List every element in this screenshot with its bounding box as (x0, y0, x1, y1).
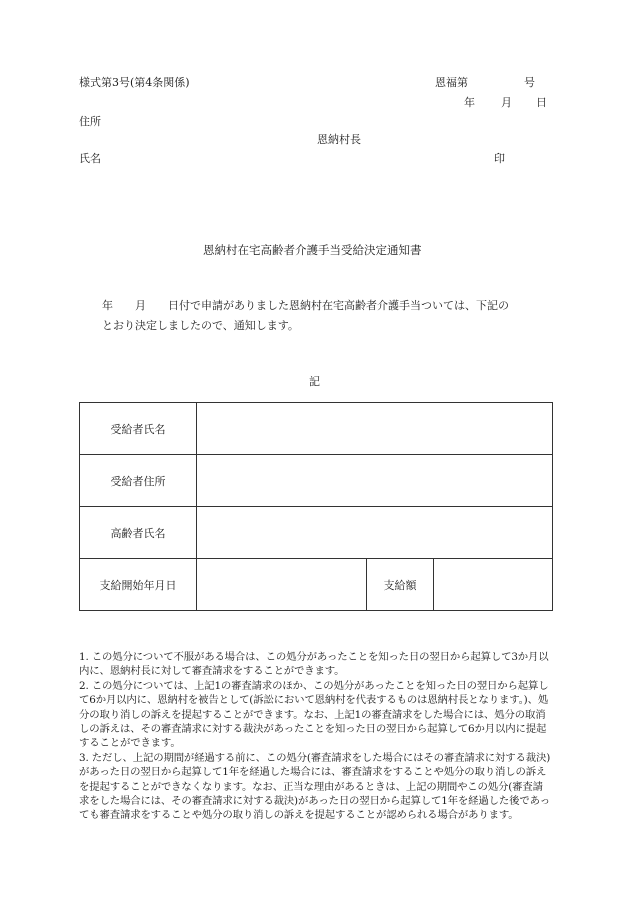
issuer-name: 恩納村長 (317, 133, 361, 146)
doc-number-prefix: 恩福第 (435, 76, 468, 89)
start-date-field (197, 559, 367, 611)
date-year: 年 (464, 96, 475, 109)
recipient-name-label: 受給者氏名 (80, 403, 197, 455)
table-row (80, 559, 553, 611)
start-date-label: 支給開始年月日 (80, 559, 197, 611)
name-label: 氏名 (79, 152, 101, 165)
table-row (80, 403, 553, 455)
table-row (80, 507, 553, 559)
address-label: 住所 (79, 115, 101, 128)
recipient-address-label: 受給者住所 (80, 455, 197, 507)
body-line-1: 年 月 日付で申請がありました恩納村在宅高齢者介護手当ついては、下記の (102, 299, 509, 312)
form-number: 様式第3号(第4条関係) (79, 76, 190, 89)
document-title: 恩納村在宅高齢者介護手当受給決定通知書 (203, 243, 422, 257)
elderly-name-label: 高齢者氏名 (80, 507, 197, 559)
elderly-name-field (197, 507, 553, 559)
amount-label: 支給額 (367, 559, 434, 611)
note-item: 2. この処分については、上記1の審査請求のほか、この処分があったことを知った日の翌日から起算して6か月以内に、恩納村を被告として(訴訟において恩納村を代表するものは恩納村長となります。)、処分の取り消しの訴えを提起することができます。なお、上記1の審査請求をした場合には、処分の取消しの訴えは、その審査請求に対する裁決があったことを知った日の翌日から起算して6か月以内に提起することができます。 (79, 679, 549, 750)
doc-number-suffix: 号 (524, 76, 535, 89)
table-row (80, 455, 553, 507)
seal-mark: 印 (494, 152, 505, 165)
recipient-address-field (197, 455, 553, 507)
appeal-notes (79, 650, 553, 823)
note-item: 1. この処分について不服がある場合は、この処分があったことを知った日の翌日から起算して3か月以内に、恩納村長に対して審査請求をすることができます。 (79, 651, 549, 678)
recipient-name-field (197, 403, 553, 455)
benefit-table (79, 402, 553, 611)
date-month: 月 (501, 96, 512, 109)
date-day: 日 (536, 96, 547, 109)
amount-field (434, 559, 553, 611)
ki-heading: 記 (309, 375, 320, 388)
body-line-2: とおり決定しましたので、通知します。 (102, 319, 299, 332)
note-item: 3. ただし、上記の期間が経過する前に、この処分(審査請求をした場合にはその審査請求に対する裁決)があった日の翌日から起算して1年を経過した場合には、審査請求をすることや処分の取り消しの訴えを提起することができなくなります。なお、正当な理由があるときは、上記の期間やこの処分(審査請求をした場合には、その審査請求に対する裁決)があった日の翌日から起算して1年を経過した後であっても審査請求をすることや処分の取り消しの訴えを提起することが認められる場合があります。 (79, 751, 551, 822)
